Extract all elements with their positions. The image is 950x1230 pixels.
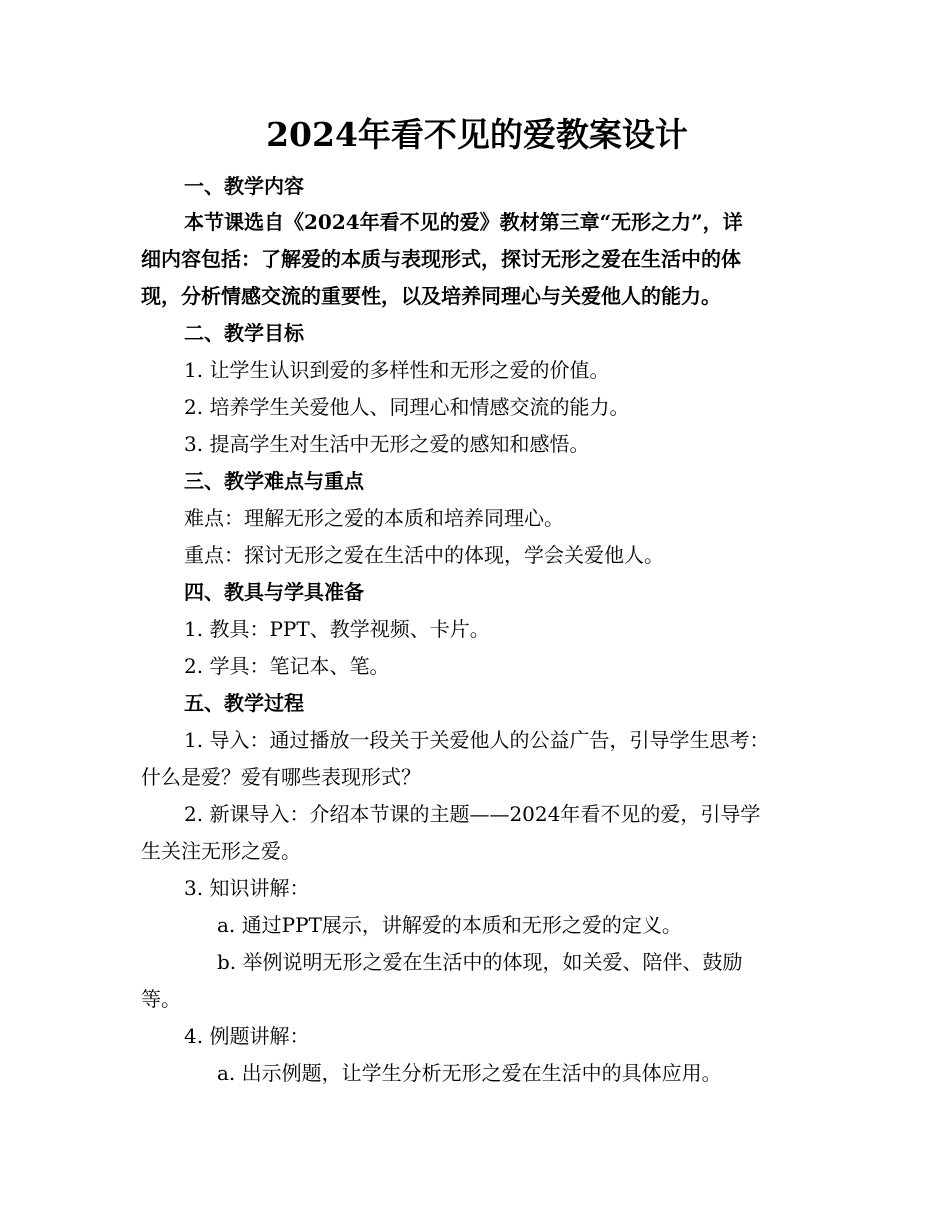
process-substep-line: 等。 (141, 987, 181, 1011)
objective-item: 3. 提高学生对生活中无形之爱的感知和感悟。 (184, 432, 590, 456)
objective-item: 2. 培养学生关爱他人、同理心和情感交流的能力。 (184, 395, 630, 419)
content-paragraph-line: 细内容包括：了解爱的本质与表现形式，探讨无形之爱在生活中的体 (141, 247, 741, 271)
process-step-line: 什么是爱？爱有哪些表现形式？ (141, 765, 421, 789)
section-heading-materials: 四、教具与学具准备 (184, 580, 364, 604)
process-step-line: 生关注无形之爱。 (141, 839, 301, 863)
section-heading-difficulties: 三、教学难点与重点 (184, 469, 364, 493)
section-heading-content: 一、教学内容 (184, 174, 304, 198)
material-item: 1. 教具：PPT、教学视频、卡片。 (184, 617, 490, 641)
material-item: 2. 学具：笔记本、笔。 (184, 654, 390, 678)
difficulty-text: 难点：理解无形之爱的本质和培养同理心。 (184, 506, 564, 530)
process-substep-line: a. 通过PPT展示，讲解爱的本质和无形之爱的定义。 (217, 913, 682, 937)
content-paragraph-line: 现，分析情感交流的重要性，以及培养同理心与关爱他人的能力。 (141, 284, 721, 308)
section-heading-objectives: 二、教学目标 (184, 321, 304, 345)
key-point-text: 重点：探讨无形之爱在生活中的体现，学会关爱他人。 (184, 543, 664, 567)
section-heading-process: 五、教学过程 (184, 691, 304, 715)
process-substep-line: b. 举例说明无形之爱在生活中的体现，如关爱、陪伴、鼓励 (217, 950, 743, 974)
process-step-line: 4. 例题讲解： (184, 1024, 310, 1048)
objective-item: 1. 让学生认识到爱的多样性和无形之爱的价值。 (184, 358, 610, 382)
process-step-line: 1. 导入：通过播放一段关于关爱他人的公益广告，引导学生思考： (184, 728, 770, 752)
content-paragraph-line: 本节课选自《2024年看不见的爱》教材第三章“无形之力”，详 (184, 210, 743, 234)
process-step-line: 2. 新课导入：介绍本节课的主题——2024年看不见的爱，引导学 (184, 802, 761, 826)
process-step-line: 3. 知识讲解： (184, 876, 310, 900)
process-substep-line: a. 出示例题，让学生分析无形之爱在生活中的具体应用。 (217, 1061, 722, 1085)
document-title: 2024年看不见的爱教案设计 (266, 115, 688, 154)
